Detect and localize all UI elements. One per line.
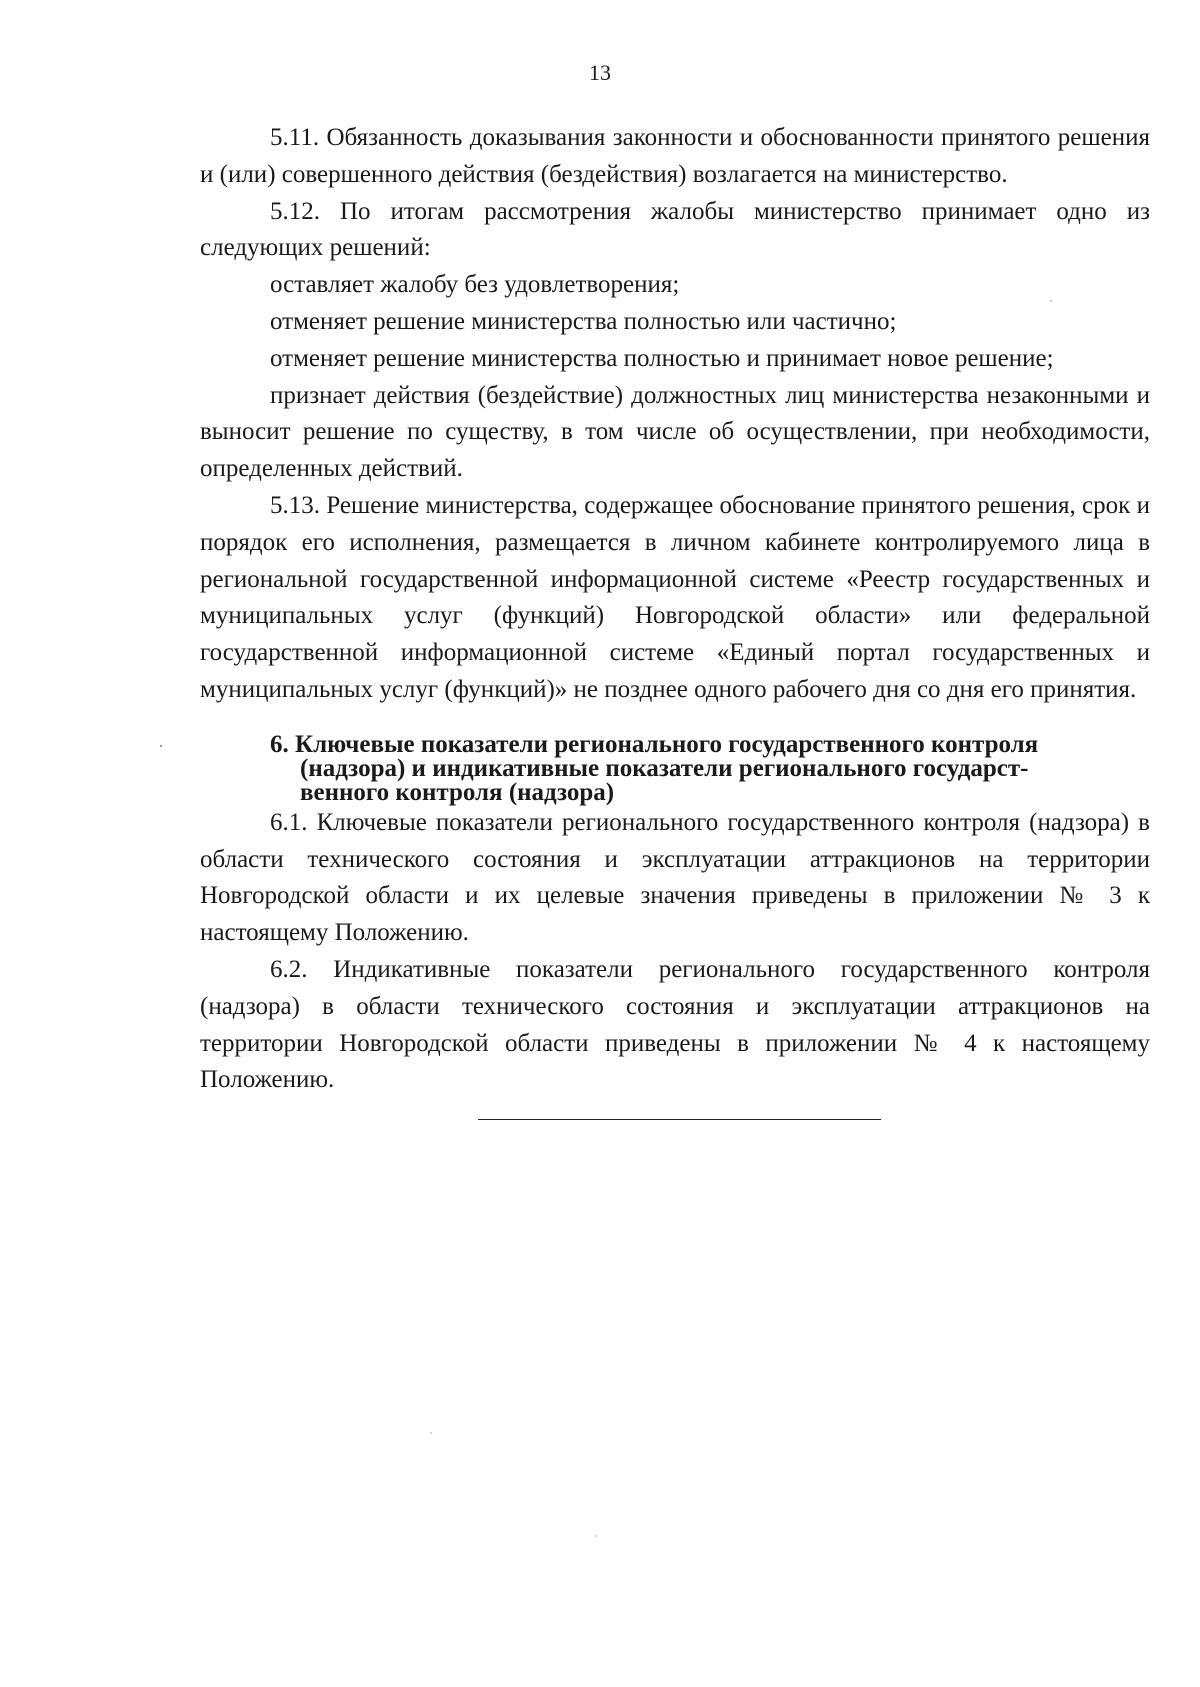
heading-line-1: 6. Ключевые показатели регионального государственного контроля <box>270 730 1039 758</box>
scan-speck <box>160 745 162 747</box>
paragraph-5-13: 5.13. Решение министерства, содержащее обоснование принятого решения, срок и порядок его исполнения, размещается в личном кабинете контролируемого лица в региональной государственной информационной системе «Реестр государственных и муниципальных услуг (функций) Новгородской области» или федеральной государственной информационной системе «Единый портал государственных и муниципальных услуг (функций)» не позднее одного рабочего дня со дня его принятия. <box>200 491 1150 703</box>
decision-option-1: оставляет жалобу без удовлетворения; <box>270 271 680 299</box>
paragraph-5-12: 5.12. По итогам рассмотрения жалобы министерство принимает одно из следующих решений: <box>200 197 1150 262</box>
section-gap <box>200 709 1150 733</box>
page-number: 13 <box>589 60 611 85</box>
decision-option-3: отменяет решение министерства полностью и принимает новое решение; <box>270 344 1054 372</box>
document-body <box>200 120 1150 1120</box>
section-6-heading <box>270 730 1150 806</box>
decision-option-2: отменяет решение министерства полностью или частично; <box>270 307 897 335</box>
heading-line-3: венного контроля (надзора) <box>300 778 615 806</box>
end-of-text-rule <box>478 1119 881 1120</box>
paragraph-6-2: 6.2. Индикативные показатели регионального государственного контроля (надзора) в области технического состояния и эксплуатации аттракционов на территории Новгородской области приведены в приложении № 4 к настоящему Положению. <box>200 955 1150 1094</box>
scan-speck <box>595 1535 597 1537</box>
heading-line-2: (надзора) и индикативные показатели регионального государст- <box>300 754 1029 782</box>
paragraph-6-1: 6.1. Ключевые показатели регионального государственного контроля (надзора) в области технического состояния и эксплуатации аттракционов на территории Новгородской области и их целевые значения приведены в приложении № 3 к настоящему Положению. <box>200 808 1150 947</box>
scan-speck <box>1050 300 1052 302</box>
scan-speck <box>430 1432 432 1434</box>
decision-option-4: признает действия (бездействие) должностных лиц министерства незаконными и выносит решение по существу, в том числе об осуществлении, при необходимости, определенных действий. <box>200 381 1150 483</box>
paragraph-5-11: 5.11. Обязанность доказывания законности и обоснованности принятого решения и (или) совершенного действия (бездействия) возлагается на министерство. <box>200 124 1150 188</box>
